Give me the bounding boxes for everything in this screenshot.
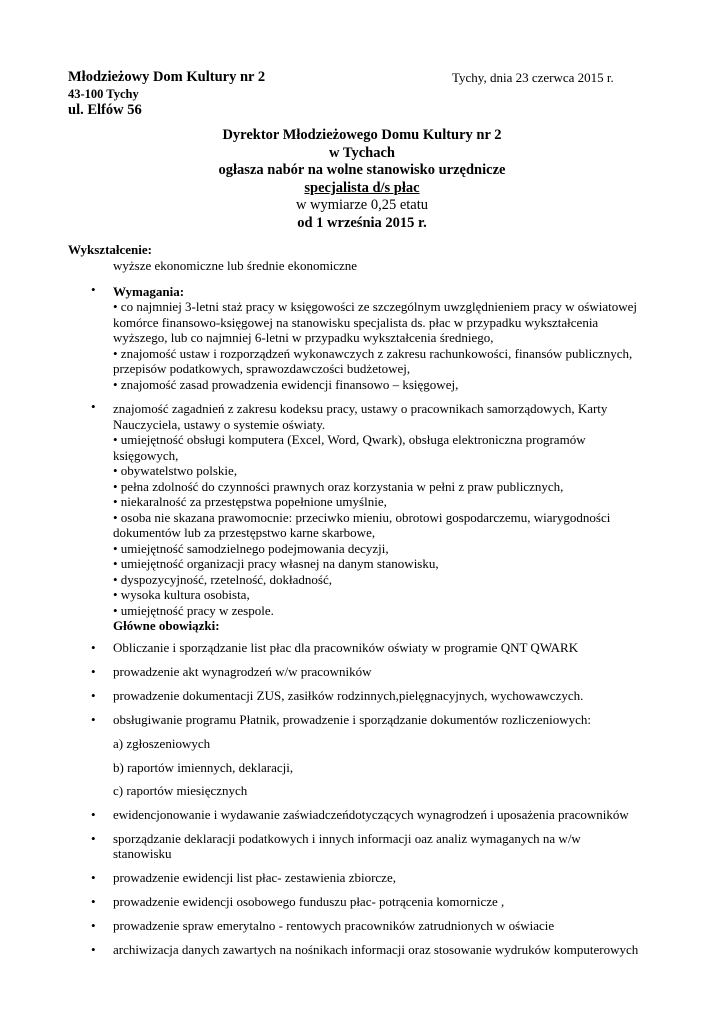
announcement-title	[0, 127, 724, 232]
duty-item-cont: stanowisku	[113, 846, 172, 861]
bullet-icon: •	[91, 664, 96, 679]
req-line: • znajomość zasad prowadzenia ewidencji finansowo – księgowej,	[113, 376, 459, 392]
duty-subitem: b) raportów imiennych, deklaracji,	[113, 760, 294, 775]
req-line: • dyspozycyjność, rzetelność, dokładność,	[113, 571, 332, 587]
req-line: znajomość zagadnień z zakresu kodeksu pracy, ustawy o pracownikach samorządowych, Karty	[113, 401, 608, 416]
place-date: Tychy, dnia 23 czerwca 2015 r.	[452, 70, 614, 85]
req-line: • znajomość ustaw i rozporządzeń wykonawczych z zakresu rachunkowości, finansów publicznych,	[113, 345, 633, 361]
req-line: wyższego, lub co najmniej 6-letni w przypadku wykształcenia średniego,	[113, 330, 494, 345]
req-line: przepisów podatkowych, sprawozdawczości budżetowej,	[113, 361, 411, 376]
duty-item: archiwizacja danych zawartych na nośnikach informacji oraz stosowanie wydruków komputerowych	[113, 942, 639, 957]
duty-item: prowadzenie ewidencji list płac- zestawienia zbiorcze,	[113, 870, 396, 885]
duty-item: prowadzenie spraw emerytalno - rentowych pracowników zatrudnionych w oświacie	[113, 918, 555, 933]
bullet-icon: •	[91, 870, 96, 885]
req-line: • obywatelstwo polskie,	[113, 463, 238, 478]
req-line: • niekaralność za przestępstwa popełnione umyślnie,	[113, 494, 387, 509]
req-line: Nauczyciela, ustawy o systemie oświaty.	[113, 416, 326, 432]
duty-item: ewidencjonowanie i wydawanie zaświadczeńdotyczących wynagrodzeń i uposażenia pracowników	[113, 807, 629, 822]
req-line: księgowych,	[113, 447, 179, 463]
req-line: • co najmniej 3-letni staż pracy w księgowości ze szczególnym uwzględnieniem pracy w oświatowej	[113, 299, 638, 314]
duty-item: obsługiwanie programu Płatnik, prowadzenie i sporządzanie dokumentów rozliczeniowych:	[113, 712, 591, 727]
org-street: ul. Elfów 56	[68, 102, 142, 118]
duty-item: prowadzenie akt wynagrodzeń w/w pracowników	[113, 664, 372, 679]
title-line-3: ogłasza nabór na wolne stanowisko urzędnicze	[218, 162, 506, 178]
req-line: • umiejętność samodzielnego podejmowania decyzji,	[113, 540, 389, 556]
duty-subitem: a) zgłoszeniowych	[113, 736, 211, 751]
duty-item: prowadzenie dokumentacji ZUS, zasiłków rodzinnych,pielęgnacyjnych, wychowawczych.	[113, 688, 584, 703]
bullet-icon: •	[91, 894, 96, 909]
duty-item: prowadzenie ewidencji osobowego funduszu płac- potrącenia komornicze ,	[113, 894, 505, 909]
education-text: wyższe ekonomiczne lub średnie ekonomiczne	[113, 258, 358, 273]
org-postal: 43-100 Tychy	[68, 87, 139, 101]
position-name: specjalista d/s płac	[304, 179, 420, 196]
requirements-block-1	[113, 299, 637, 392]
bullet-icon: •	[91, 282, 96, 297]
title-line-1: Dyrektor Młodzieżowego Domu Kultury nr 2	[222, 127, 502, 143]
requirements-block-2	[113, 401, 610, 634]
duty-subitem: c) raportów miesięcznych	[113, 783, 248, 798]
duties-heading: Główne obowiązki:	[113, 618, 220, 633]
requirements-heading: Wymagania:	[113, 284, 185, 299]
bullet-icon: •	[91, 640, 96, 655]
org-name: Młodzieżowy Dom Kultury nr 2	[68, 69, 266, 85]
bullet-icon: •	[91, 831, 96, 846]
education-heading: Wykształcenie:	[68, 242, 152, 257]
title-line-2: w Tychach	[329, 144, 395, 161]
bullet-icon: •	[91, 918, 96, 933]
title-line-5: w wymiarze 0,25 etatu	[295, 197, 429, 213]
req-line: komórce finansowo-księgowej na stanowisku specjalista ds. płac w przypadku wykształcenia	[113, 314, 599, 330]
title-line-6: od 1 września 2015 r.	[297, 214, 427, 231]
req-line: • osoba nie skazana prawomocnie: przeciwko mieniu, obrotowi gospodarczemu, wiarygodności	[113, 509, 611, 525]
req-line: • umiejętność organizacji pracy własnej na danym stanowisku,	[113, 556, 439, 571]
bullet-icon: •	[91, 942, 96, 957]
req-line: • wysoka kultura osobista,	[113, 587, 250, 602]
duty-item: sporządzanie deklaracji podatkowych i innych informacji oaz analiz wymaganych na w/w	[113, 831, 581, 846]
bullet-icon: •	[91, 688, 96, 703]
req-line: dokumentów lub za przestępstwo karne skarbowe,	[113, 525, 376, 540]
bullet-icon: •	[91, 712, 96, 727]
req-line: • pełna zdolność do czynności prawnych oraz korzystania w pełni z praw publicznych,	[113, 478, 564, 494]
req-line: • umiejętność pracy w zespole.	[113, 602, 274, 618]
bullet-icon: •	[91, 399, 96, 414]
req-line: • umiejętność obsługi komputera (Excel, Word, Qwark), obsługa elektroniczna programów	[113, 432, 586, 447]
duty-item: Obliczanie i sporządzanie list płac dla pracowników oświaty w programie QNT QWARK	[113, 640, 579, 655]
bullet-icon: •	[91, 807, 96, 822]
